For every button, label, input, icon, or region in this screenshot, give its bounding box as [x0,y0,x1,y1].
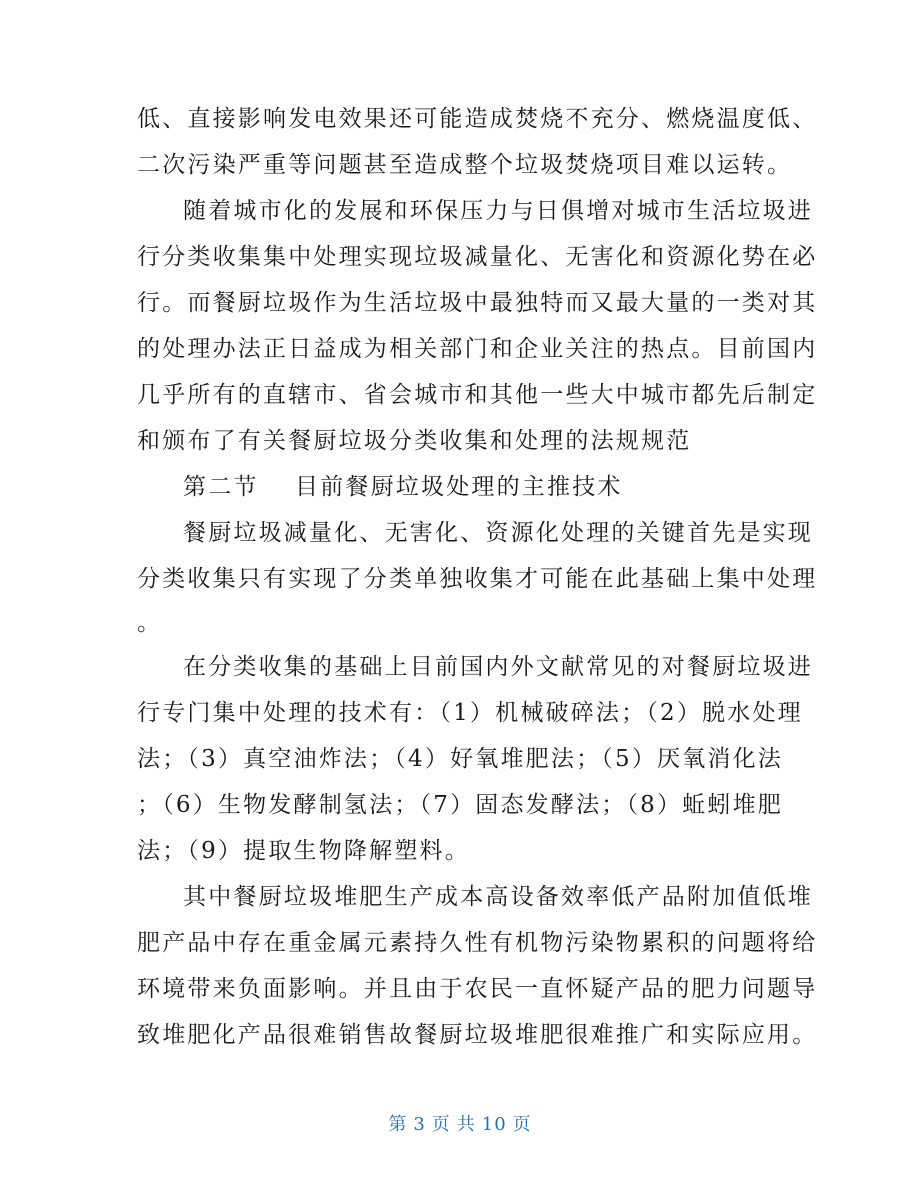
paragraph-line: 行分类收集集中处理实现垃圾减量化、无害化和资源化势在必 [137,244,818,270]
paragraph-line: 法；（3）真空油炸法；（4）好氧堆肥法；（5）厌氧消化法 [137,746,783,772]
paragraph-line: 低、直接影响发电效果还可能造成焚烧不充分、燃烧温度低、 [137,106,818,132]
paragraph-line: 肥产品中存在重金属元素持久性有机物污染物累积的问题将给 [137,930,818,956]
total-page-count: 10 [481,1114,507,1135]
paragraph-line: 其中餐厨垃圾堆肥生产成本高设备效率低产品附加值低堆 [183,884,813,910]
section-title: 目前餐厨垃圾处理的主推技术 [295,474,623,500]
paragraph-line: 随着城市化的发展和环保压力与日俱增对城市生活垃圾进 [183,198,813,224]
paragraph-line: 法；（9）提取生物降解塑料。 [137,838,470,864]
paragraph-line: 二次污染严重等问题甚至造成整个垃圾焚烧项目难以运转。 [137,152,793,178]
paragraph-line: 致堆肥化产品很难销售故餐厨垃圾堆肥很难推广和实际应用。 [137,1022,818,1048]
section-number: 第二节 [183,474,259,500]
paragraph-line: 分类收集只有实现了分类单独收集才可能在此基础上集中处理 [137,566,818,592]
paragraph-line: 环境带来负面影响。并且由于农民一直怀疑产品的肥力问题导 [137,976,818,1002]
footer-text: 第 [388,1114,408,1135]
page-footer [0,1110,920,1136]
footer-text: 共 [456,1114,476,1135]
current-page-number: 3 [413,1114,426,1135]
paragraph-line: 行。而餐厨垃圾作为生活垃圾中最独特而又最大量的一类对其 [137,290,818,316]
paragraph-line: 几乎所有的直辖市、省会城市和其他一些大中城市都先后制定 [137,382,818,408]
section-heading [137,464,787,510]
paragraph-line: 在分类收集的基础上目前国内外文献常见的对餐厨垃圾进 [183,654,813,680]
paragraph-line: 和颁布了有关餐厨垃圾分类收集和处理的法规规范 [137,428,692,454]
document-body [137,96,818,1058]
paragraph-line: ；（6）生物发酵制氢法；（7）固态发酵法；（8）蚯蚓堆肥 [137,792,783,818]
paragraph-line: 的处理办法正日益成为相关部门和企业关注的热点。目前国内 [137,336,818,362]
paragraph-line: 行专门集中处理的技术有：（1）机械破碎法；（2）脱水处理 [137,700,803,726]
paragraph-line: 。 [137,610,163,636]
paragraph-line: 餐厨垃圾减量化、无害化、资源化处理的关键首先是实现 [183,520,813,546]
footer-text: 页 [431,1114,451,1135]
footer-text: 页 [512,1114,532,1135]
